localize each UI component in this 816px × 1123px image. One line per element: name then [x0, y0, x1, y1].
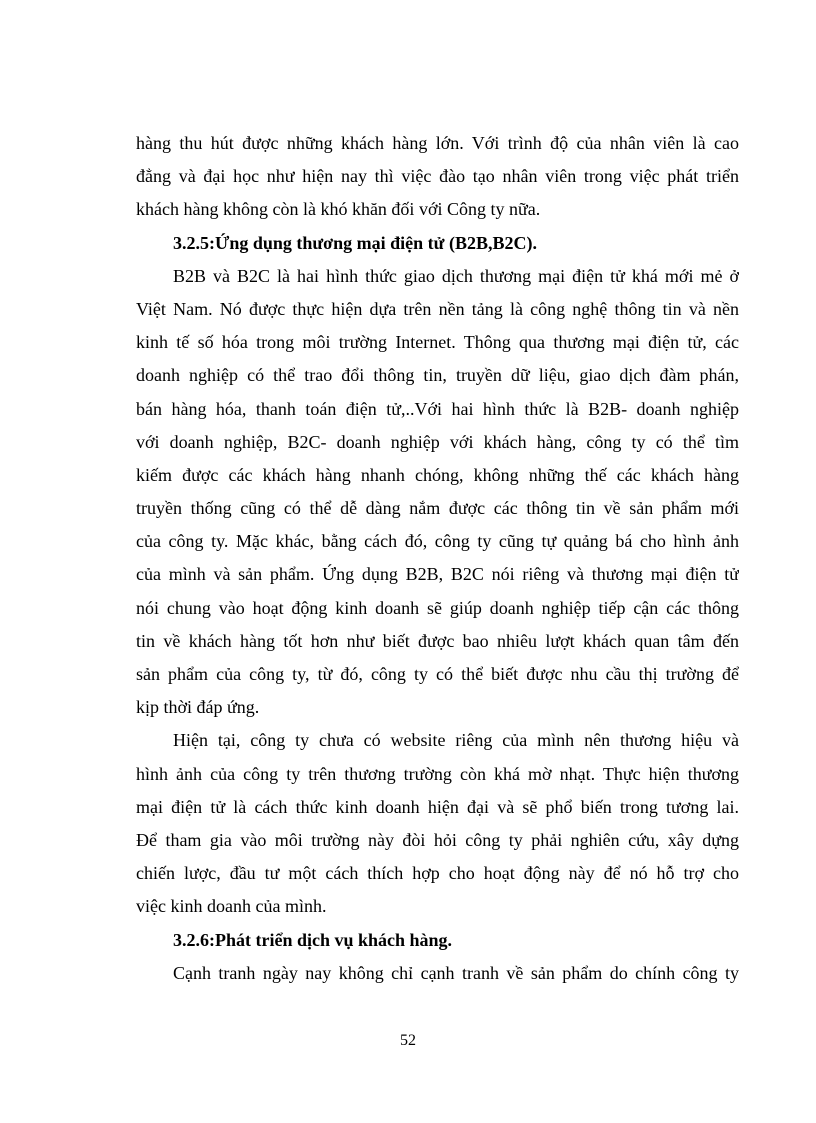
- text-line: kiếm được các khách hàng nhanh chóng, không những thế các khách hàng: [136, 464, 739, 485]
- text-line: hàng thu hút được những khách hàng lớn. Với trình độ của nhân viên là cao: [136, 133, 739, 153]
- text-line: việc kinh doanh của mình.: [136, 896, 327, 917]
- text-line: đẳng và đại học như hiện nay thì việc đào tạo nhân viên trong việc phát triển: [136, 166, 739, 187]
- text-line: sản phẩm của công ty, từ đó, công ty có thể biết được nhu cầu thị trường để: [136, 664, 739, 684]
- text-line: với doanh nghiệp, B2C- doanh nghiệp với khách hàng, công ty có thể tìm: [136, 431, 739, 452]
- text-line: doanh nghiệp có thể trao đổi thông tin, truyền dữ liệu, giao dịch đàm phán,: [136, 365, 739, 386]
- text-line: Việt Nam. Nó được thực hiện dựa trên nền tảng là công nghệ thông tin và nền: [136, 298, 739, 319]
- paragraph-b2b-b2c: [136, 260, 739, 725]
- section-heading-3-2-6: 3.2.6:Phát triển dịch vụ khách hàng.: [173, 929, 453, 950]
- paragraph-continuation: [136, 127, 739, 227]
- paragraph-hien-tai: [136, 724, 739, 923]
- text-line: Để tham gia vào môi trường này đòi hỏi công ty phải nghiên cứu, xây dựng: [136, 829, 739, 850]
- text-line: truyền thống cũng có thể dễ dàng nắm được các thông tin về sản phẩm mới: [136, 498, 739, 519]
- text-line: kịp thời đáp ứng.: [136, 697, 260, 718]
- text-line: Hiện tại, công ty chưa có website riêng của mình nên thương hiệu và: [173, 730, 739, 751]
- page-number: 52: [400, 1032, 416, 1049]
- text-line: tin về khách hàng tốt hơn như biết được bao nhiêu lượt khách quan tâm đến: [136, 630, 739, 651]
- text-line: chiến lược, đầu tư một cách thích hợp cho hoạt động này để nó hỗ trợ cho: [136, 863, 739, 884]
- text-line: B2B và B2C là hai hình thức giao dịch thương mại điện tử khá mới mẻ ở: [173, 265, 739, 286]
- text-line: của mình và sản phẩm. Ứng dụng B2B, B2C nói riêng và thương mại điện tử: [136, 564, 739, 585]
- text-line: nói chung vào hoạt động kinh doanh sẽ giúp doanh nghiệp tiếp cận các thông: [136, 597, 739, 618]
- section-heading-3-2-5: 3.2.5:Ứng dụng thương mại điện tử (B2B,B2C).: [173, 232, 537, 253]
- document-page: [136, 127, 739, 990]
- text-line: của công ty. Mặc khác, bằng cách đó, công ty cũng tự quảng bá cho hình ảnh: [136, 531, 739, 552]
- text-line: mại điện tử là cách thức kinh doanh hiện đại và sẽ phổ biến trong tương lai.: [136, 796, 739, 817]
- text-line: kinh tế số hóa trong môi trường Internet. Thông qua thương mại điện tử, các: [136, 332, 739, 353]
- text-line: khách hàng không còn là khó khăn đối với Công ty nữa.: [136, 199, 541, 220]
- text-line: hình ảnh của công ty trên thương trường còn khá mờ nhạt. Thực hiện thương: [136, 763, 739, 784]
- text-line: bán hàng hóa, thanh toán điện tử,..Với hai hình thức là B2B- doanh nghiệp: [136, 398, 739, 419]
- paragraph-canh-tranh: [136, 957, 739, 990]
- text-line: Cạnh tranh ngày nay không chỉ cạnh tranh về sản phẩm do chính công ty: [173, 962, 739, 983]
